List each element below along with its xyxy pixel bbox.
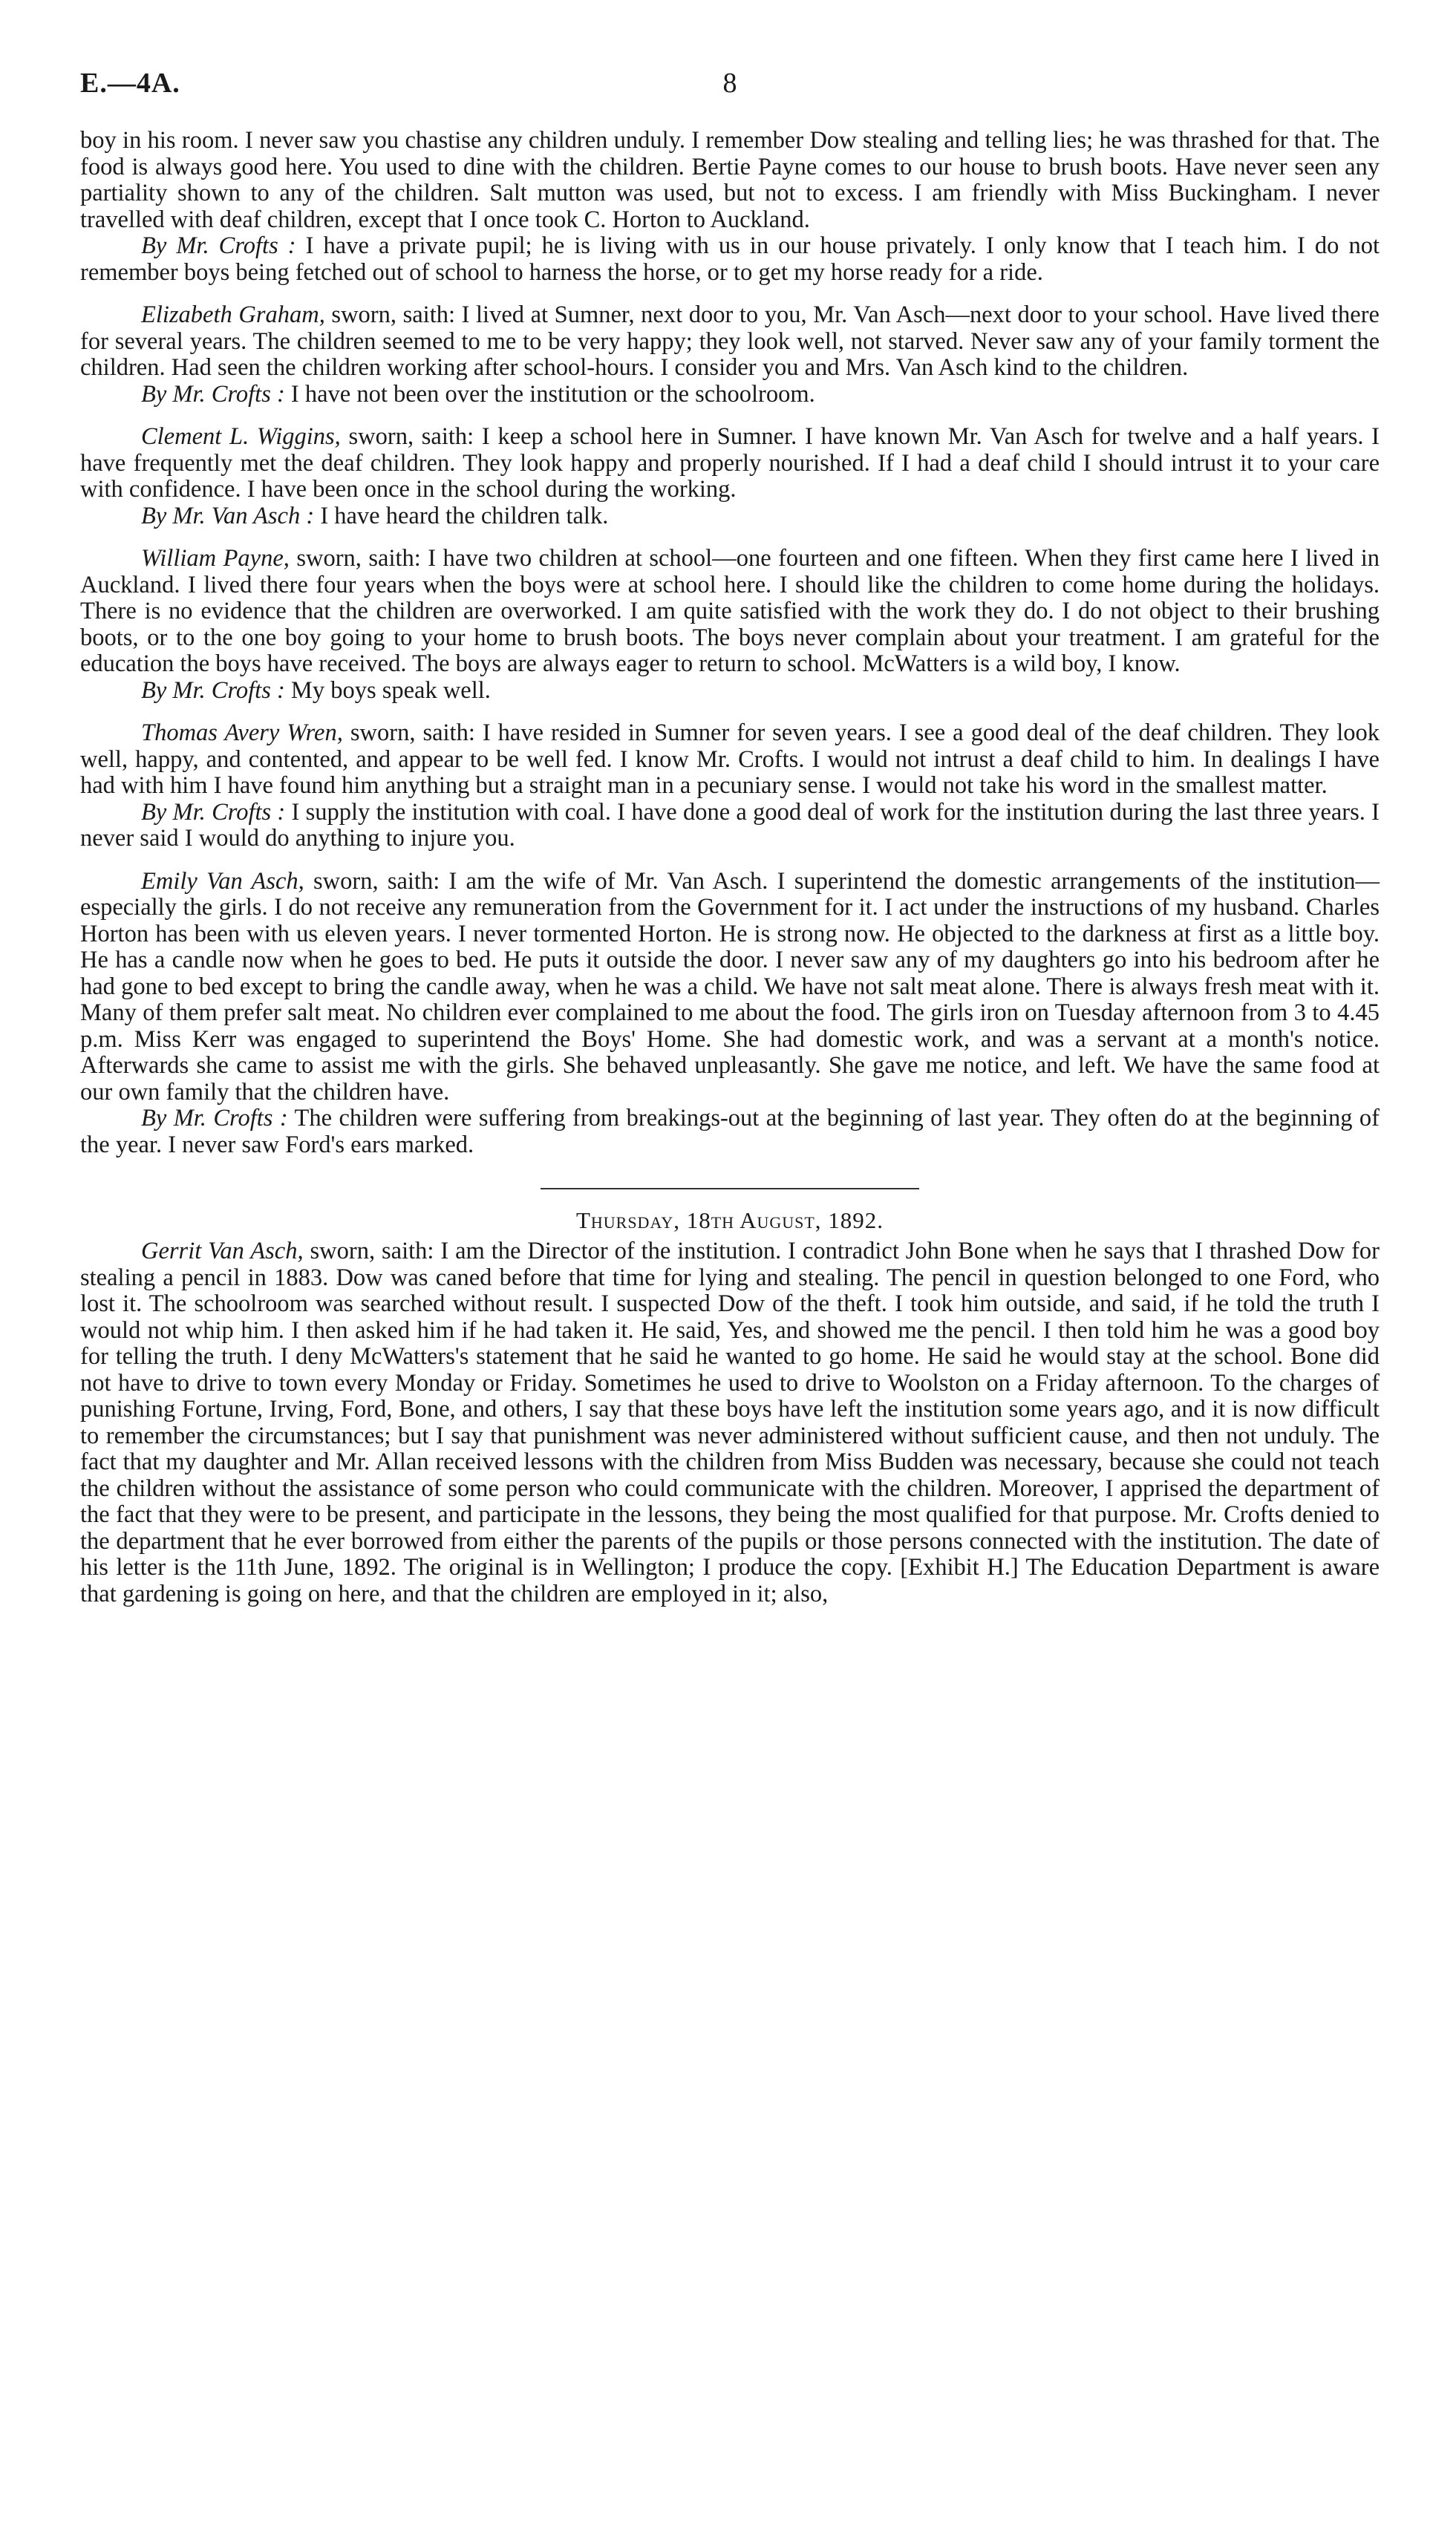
paragraph-text: I have a private pupil; he is living with us in our house privately. I only know that I teach him. I do not remember boys being fetched out of school to harness the horse, or to get my horse ready for a ride.	[80, 232, 1380, 286]
paragraph-text: I have not been over the institution or the schoolroom.	[284, 380, 815, 408]
witness-name: Emily Van Asch,	[141, 867, 304, 895]
examiner-label: By Mr. Crofts :	[141, 380, 285, 408]
page-number: 8	[722, 68, 737, 99]
paragraph-text: sworn, saith: I have two children at school—one fourteen and one fifteen. When they first came here I lived in Auckland. I lived there four years when the boys were at school here. I should like the children to come home during the holidays. There is no evidence that the children are overworked. I am quite satisfied with the work they do. I do not object to their brushing boots, or to the one boy going to your home to brush boots. The boys never complain about your treatment. I am grateful for the education the boys have received. The boys are always eager to return to school. McWatters is a wild boy, I know.	[80, 545, 1380, 677]
cross-examination	[80, 382, 1380, 408]
paragraph-text: sworn, saith: I am the Director of the institution. I contradict John Bone when he says that I thrashed Dow for stealing a pencil in 1883. Dow was caned before that time for lying and stealing. The pencil in question belonged to one Ford, who lost it. The schoolroom was searched without result. I suspected Dow of the theft. I took him outside, and said, if he told the truth I would not whip him. I then asked him if he had taken it. He said, Yes, and showed me the pencil. I then told him he was a good boy for telling the truth. I deny McWatters's statement that he said he wanted to go home. He said he would stay at the school. Bone did not have to drive to town every Monday or Friday. Sometimes he used to drive to Woolston on a Friday afternoon. To the charges of punishing Fortune, Irving, Ford, Bone, and others, I say that these boys have left the institution some years ago, and it is now difficult to remember the circumstances; but I say that punishment was never administered without sufficient cause, and then not unduly. The fact that my daughter and Mr. Allan received lessons with the children from Miss Budden was necessary, because she could not teach the children without the assistance of some person who could communicate with the children. Moreover, I apprised the department of the fact that they were to be present, and participate in the lessons, they being the most qualified for that purpose. Mr. Crofts denied to the department that he ever borrowed from either the parents of the pupils or those persons connected with the institution. The date of his letter is the 11th June, 1892. The original is in Wellington; I produce the copy. [Exhibit H.] The Education Department is aware that gardening is going on here, and that the children are employed in it; also,	[80, 1238, 1380, 1607]
witness-name: Gerrit Van Asch,	[141, 1238, 304, 1264]
cross-examination	[80, 503, 1380, 530]
examiner-label: By Mr. Crofts :	[141, 1105, 288, 1132]
paragraph-text: The children were suffering from breakings-out at the beginning of last year. They often do at the beginning of the year. I never saw Ford's ears marked.	[80, 1105, 1380, 1158]
body-text	[80, 128, 1380, 1607]
examiner-label: By Mr. Crofts :	[141, 232, 296, 259]
paragraph-text: I supply the institution with coal. I have done a good deal of work for the institution during the last three years. I never said I would do anything to injure you.	[80, 798, 1380, 852]
cross-examination	[80, 800, 1380, 852]
section-divider	[541, 1188, 919, 1189]
examiner-label: By Mr. Van Asch :	[141, 502, 315, 529]
witness-testimony	[80, 869, 1380, 1106]
cross-examination	[80, 678, 1380, 705]
witness-testimony	[80, 424, 1380, 503]
date-heading: Thursday, 18th August, 1892.	[575, 1207, 884, 1233]
witness-testimony	[80, 546, 1380, 678]
examiner-label: By Mr. Crofts :	[141, 676, 285, 704]
paragraph-text: My boys speak well.	[284, 676, 491, 704]
witness-name: Thomas Avery Wren,	[141, 719, 343, 746]
paragraph-text: sworn, saith: I am the wife of Mr. Van Asch. I superintend the domestic arrangements of the institution—especially the girls. I do not receive any remuneration from the Government for it. I act under the instructions of my husband. Charles Horton has been with us eleven years. I never tormented Horton. He is strong now. He objected to the darkness at first as a little boy. He has a candle now when he goes to bed. He puts it outside the door. I never saw any of my daughters go into his bedroom after he had gone to bed except to bring the candle away, when he was a child. We have not salt meat alone. There is always fresh meat with it. Many of them prefer salt meat. No children ever complained to me about the food. The girls iron on Tuesday afternoon from 3 to 4.45 p.m. Miss Kerr was engaged to superintend the Boys' Home. She had domestic work, and was a servant at a month's notice. Afterwards she came to assist me with the girls. She behaved unpleasantly. She gave me notice, and left. We have the same food at our own family that the children have.	[80, 867, 1380, 1106]
document-page	[80, 67, 1380, 1607]
witness-testimony	[80, 302, 1380, 382]
witness-name: Clement L. Wiggins,	[141, 423, 341, 450]
paragraph-text: sworn, saith: I keep a school here in Sumner. I have known Mr. Van Asch for twelve and a half years. I have frequently met the deaf children. They look happy and properly nourished. If I had a deaf child I should intrust it to your care with confidence. I have been once in the school during the working.	[80, 423, 1380, 503]
witness-testimony	[80, 720, 1380, 800]
page-header	[80, 67, 1380, 111]
witness-name: William Payne,	[141, 545, 290, 572]
witness-testimony	[80, 1238, 1380, 1607]
cross-examination	[80, 1106, 1380, 1158]
paragraph-text: boy in his room. I never saw you chastise any children unduly. I remember Dow stealing and telling lies; he was thrashed for that. The food is always good here. You used to dine with the children. Bertie Payne comes to our house to brush boots. Have never seen any partiality shown to any of the children. Salt mutton was used, but not to excess. I am friendly with Miss Buckingham. I never travelled with deaf children, except that I once took C. Horton to Auckland.	[80, 127, 1380, 233]
examiner-label: By Mr. Crofts :	[141, 798, 286, 826]
cross-examination	[80, 233, 1380, 286]
paragraph-text: sworn, saith: I have resided in Sumner for seven years. I see a good deal of the deaf children. They look well, happy, and contented, and appear to be well fed. I know Mr. Crofts. I would not intrust a deaf child to him. In dealings I have had with him I have found him anything but a straight man in a pecuniary sense. I would not take his word in the smallest matter.	[80, 719, 1380, 799]
witness-name: Elizabeth Graham,	[141, 301, 325, 328]
paragraph-text: I have heard the children talk.	[314, 502, 609, 529]
paragraph-text: sworn, saith: I lived at Sumner, next door to you, Mr. Van Asch—next door to your school. Have lived there for several years. The children seemed to me to be very happy; they look well, not starved. Never saw any of your family torment the children. Had seen the children working after school-hours. I consider you and Mrs. Van Asch kind to the children.	[80, 301, 1380, 381]
paragraph	[80, 128, 1380, 233]
document-reference: E.—4A.	[80, 68, 180, 99]
